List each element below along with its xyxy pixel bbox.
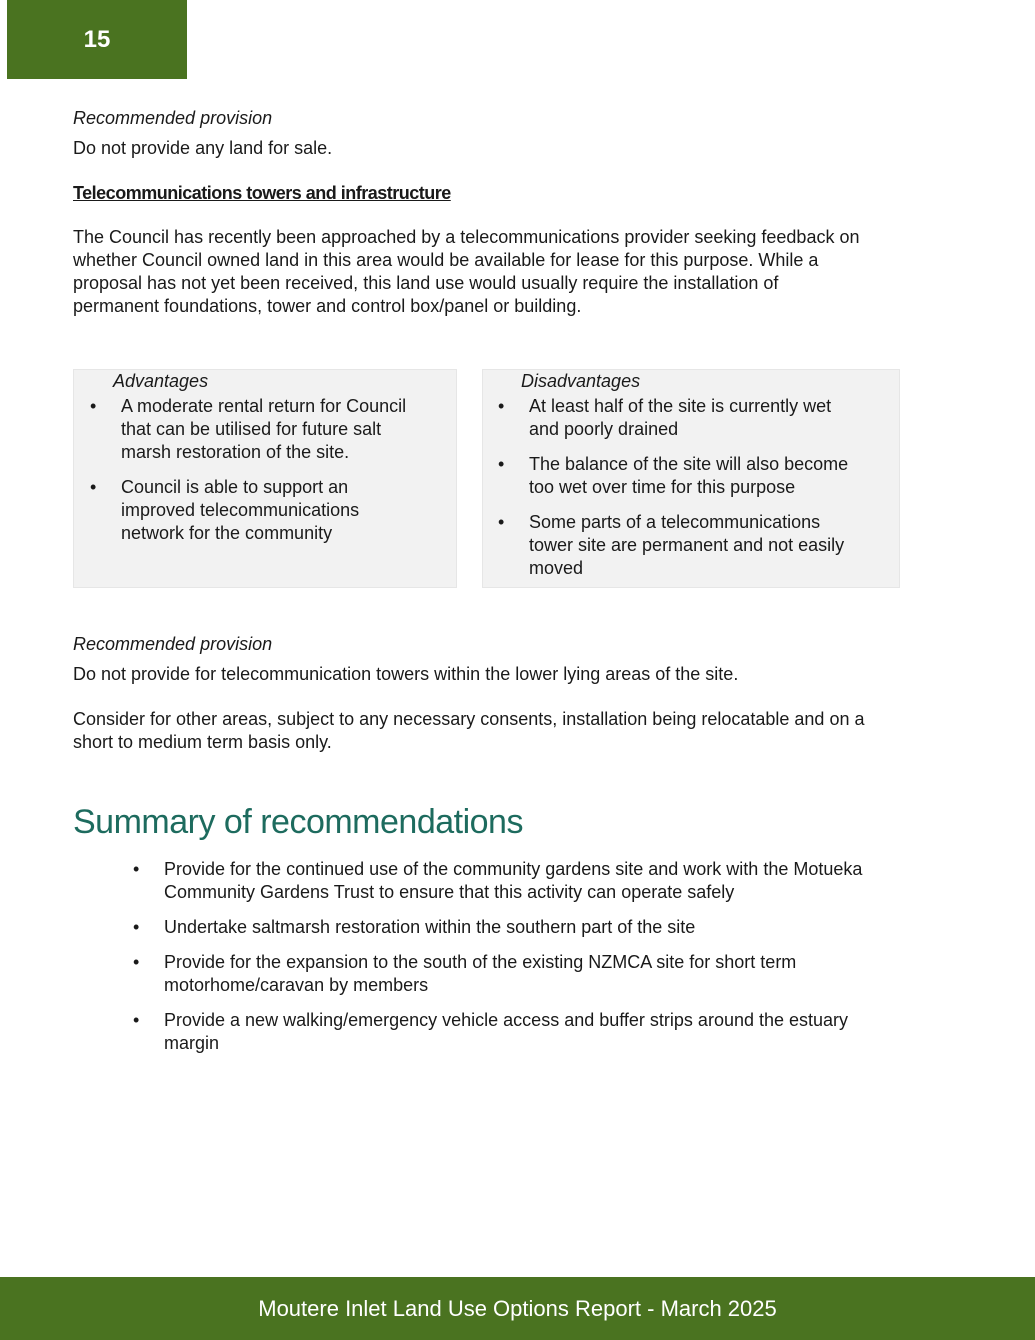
telecom-line: whether Council owned land in this area would be available for lease for this purpose. While a [73, 250, 819, 270]
item-line: A moderate rental return for Council [121, 396, 407, 416]
item-line: Undertake saltmarsh restoration within the southern part of the site [164, 917, 696, 937]
item-line: and poorly drained [529, 419, 679, 439]
recommended-provision-label: Recommended provision [73, 634, 273, 654]
advantages-list [90, 395, 451, 557]
bullet-icon: • [90, 396, 97, 416]
list-item [90, 476, 451, 545]
list-item [133, 858, 984, 904]
bullet-icon: • [498, 512, 505, 532]
main-content [73, 105, 973, 318]
item-line: moved [529, 558, 584, 578]
consider-line: Consider for other areas, subject to any necessary consents, installation being relocatable and on a [73, 709, 865, 729]
page-number: 15 [7, 0, 187, 79]
disadvantages-list [498, 395, 894, 592]
item-line: motorhome/caravan by members [164, 975, 429, 995]
item-line: At least half of the site is currently wet [529, 396, 832, 416]
consider-line: short to medium term basis only. [73, 732, 332, 752]
footer: Moutere Inlet Land Use Options Report - March 2025 [0, 1277, 1035, 1340]
item-line: marsh restoration of the site. [121, 442, 350, 462]
item-line: Provide for the continued use of the community gardens site and work with the Motueka [164, 859, 863, 879]
telecom-paragraph [73, 226, 973, 318]
summary-list [133, 858, 984, 1067]
list-item [498, 511, 894, 580]
pros-cons-boxes [73, 369, 903, 588]
disadvantages-box [482, 369, 900, 588]
telecom-line: permanent foundations, tower and control box/panel or building. [73, 296, 582, 316]
bullet-icon: • [498, 454, 505, 474]
summary-heading: Summary of recommendations [73, 803, 523, 841]
item-line: The balance of the site will also become [529, 454, 849, 474]
bullet-icon: • [133, 952, 140, 972]
item-line: Community Gardens Trust to ensure that this activity can operate safely [164, 882, 735, 902]
bullet-icon: • [133, 1010, 140, 1030]
bullet-icon: • [133, 859, 140, 879]
recommended-provision-text: Do not provide any land for sale. [73, 138, 333, 158]
bullet-icon: • [498, 396, 505, 416]
advantages-box [73, 369, 457, 588]
list-item [133, 951, 984, 997]
item-line: network for the community [121, 523, 333, 543]
item-line: Council is able to support an [121, 477, 349, 497]
item-line: tower site are permanent and not easily [529, 535, 845, 555]
section2 [73, 631, 993, 754]
disadvantages-title: Disadvantages [521, 371, 641, 391]
item-line: margin [164, 1033, 220, 1053]
list-item [90, 395, 451, 464]
consider-paragraph [73, 708, 993, 754]
item-line: that can be utilised for future salt [121, 419, 382, 439]
list-item [133, 1009, 984, 1055]
list-item [498, 453, 894, 499]
bullet-icon: • [133, 917, 140, 937]
telecom-line: proposal has not yet been received, this land use would usually require the installation of [73, 273, 779, 293]
list-item [133, 916, 984, 939]
bullet-icon: • [90, 477, 97, 497]
list-item [498, 395, 894, 441]
item-line: Provide for the expansion to the south of the existing NZMCA site for short term [164, 952, 797, 972]
telecom-line: The Council has recently been approached by a telecommunications provider seeking feedback on [73, 227, 860, 247]
item-line: improved telecommunications [121, 500, 360, 520]
advantages-title: Advantages [113, 371, 209, 391]
item-line: Provide a new walking/emergency vehicle access and buffer strips around the estuary [164, 1010, 849, 1030]
item-line: Some parts of a telecommunications [529, 512, 821, 532]
telecom-heading: Telecommunications towers and infrastructure [73, 183, 451, 203]
item-line: too wet over time for this purpose [529, 477, 796, 497]
recommended-provision-text: Do not provide for telecommunication towers within the lower lying areas of the site. [73, 664, 739, 684]
recommended-provision-label: Recommended provision [73, 108, 273, 128]
